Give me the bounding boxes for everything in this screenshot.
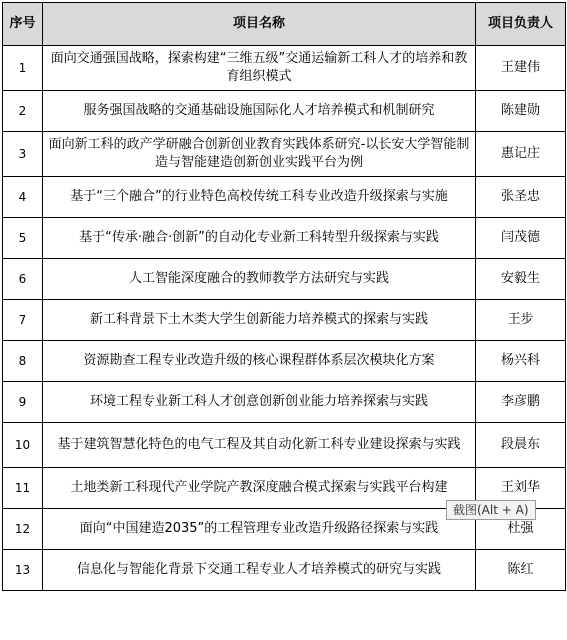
row-no: 9 [3,382,43,423]
table-header-row [3,3,566,46]
header-no: 序号 [3,3,43,46]
row-project-name: 服务强国战略的交通基础设施国际化人才培养模式和机制研究 [43,91,476,132]
row-leader: 王刘华 [476,468,566,509]
row-leader: 段晨东 [476,423,566,468]
row-no: 11 [3,468,43,509]
row-no: 8 [3,341,43,382]
row-project-name: 人工智能深度融合的教师教学方法研究与实践 [43,259,476,300]
row-leader: 惠记庄 [476,132,566,177]
table-row [3,218,566,259]
row-no: 3 [3,132,43,177]
row-leader: 王建伟 [476,46,566,91]
table-row [3,550,566,591]
row-project-name: 基于“传承·融合·创新”的自动化专业新工科转型升级探索与实践 [43,218,476,259]
table-row [3,259,566,300]
row-no: 13 [3,550,43,591]
row-no: 7 [3,300,43,341]
row-project-name: 面向交通强国战略，探索构建“三维五级”交通运输新工科人才的培养和教育组织模式 [43,46,476,91]
row-project-name: 面向“中国建造2035”的工程管理专业改造升级路径探索与实践 [43,509,476,550]
row-project-name: 资源勘查工程专业改造升级的核心课程群体系层次模块化方案 [43,341,476,382]
row-leader: 陈红 [476,550,566,591]
row-project-name: 信息化与智能化背景下交通工程专业人才培养模式的研究与实践 [43,550,476,591]
row-project-name: 环境工程专业新工科人才创意创新创业能力培养探索与实践 [43,382,476,423]
row-leader: 王步 [476,300,566,341]
table-row [3,423,566,468]
row-project-name: 基于“三个融合”的行业特色高校传统工科专业改造升级探索与实施 [43,177,476,218]
row-leader: 安毅生 [476,259,566,300]
row-no: 1 [3,46,43,91]
row-leader: 闫茂德 [476,218,566,259]
row-leader: 杜强 [476,509,566,550]
row-project-name: 新工科背景下土木类大学生创新能力培养模式的探索与实践 [43,300,476,341]
table-row [3,300,566,341]
row-project-name: 面向新工科的政产学研融合创新创业教育实践体系研究-以长安大学智能制造与智能建造创新创业实践平台为例 [43,132,476,177]
table-row [3,91,566,132]
row-leader: 李彦鹏 [476,382,566,423]
row-no: 4 [3,177,43,218]
table-row [3,132,566,177]
table-row [3,177,566,218]
header-name: 项目名称 [43,3,476,46]
table-row [3,341,566,382]
row-no: 10 [3,423,43,468]
screenshot-tooltip: 截图(Alt + A) [446,500,536,520]
row-no: 2 [3,91,43,132]
header-lead: 项目负责人 [476,3,566,46]
row-leader: 陈建勋 [476,91,566,132]
row-project-name: 基于建筑智慧化特色的电气工程及其自动化新工科专业建设探索与实践 [43,423,476,468]
table-row [3,382,566,423]
table-row [3,46,566,91]
row-project-name: 土地类新工科现代产业学院产教深度融合模式探索与实践平台构建 [43,468,476,509]
row-leader: 杨兴科 [476,341,566,382]
row-no: 12 [3,509,43,550]
row-no: 6 [3,259,43,300]
row-no: 5 [3,218,43,259]
row-leader: 张圣忠 [476,177,566,218]
